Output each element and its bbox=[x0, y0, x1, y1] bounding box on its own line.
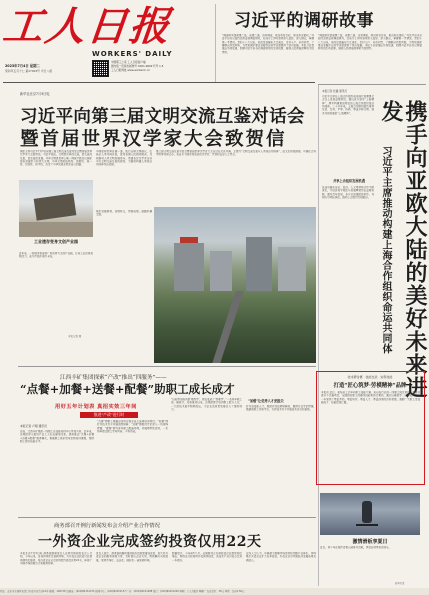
bottom-story-text-1: 本报北京7月3日电 商务部新闻发言人在例行新闻发布会上介绍，今年以来，各地持续优化营商环境，为外资企业投资兴业提供便利化服务。某外资企业从洽谈到签约投资仅用22天，体现了中国市场的吸引力和服务效率。 bbox=[20, 552, 92, 566]
main-story-text-left: 国家主席习近平7月3日向第三届文明交流互鉴对话会暨首届世界汉学家大会致贺信。习近平指出，文明因多样而交流，因交流而互鉴，因互鉴而发展。中华文明是世界上唯一绵延不断且以国家形态发展至今的伟大文明，中华文明的连续性、创新性、统一性、包容性、和平性，决定了中华民族必然走自己的路。 bbox=[20, 150, 92, 167]
photo-city bbox=[154, 207, 316, 363]
photo-caption-text: 近年来，一些城市将废弃厂房改造为文创产业园，让老工业区焕发新活力，成为市民休闲打卡地。 bbox=[19, 252, 93, 259]
bottom-story-headline: 一外资企业完成签约投资仅用22天 bbox=[38, 534, 262, 550]
footer-info: 社址：北京市东城区安定门外安外东后巷12号 邮编：100718 总编室：(010)84151133 新闻中心：(010)84151137 广告：(010)84151288 发行：(010)84151240 印刷：工人日报社印刷厂 每月定价：36元 零售：每份1.50元 bbox=[0, 588, 429, 595]
photo-credit: 本报记者 摄 bbox=[68, 335, 82, 338]
building-shape bbox=[246, 237, 272, 291]
top-story-text: “调查研究是谋事之基、成事之道。没有调查，就没有发言权，更没有决策权。”习近平总书记始终高度重视调查研究，在地方工作时坚持深入基层、深入群众，掌握第一手情况。党的十八大以来，他的足迹遍布大江南北，走村入户、访贫问苦，了解群众所思所盼，为党和国家事业发展作出科学决策提供了坚实依据。本报今日起推出系列报道，回顾习近平总书记调查研究的生动故事，展现人民领袖深厚的为民情怀。 bbox=[222, 34, 314, 54]
masthead-logo: 工人日报 bbox=[0, 3, 174, 50]
mid-story-byline: 本报记者 卢翔 通讯员 bbox=[20, 424, 47, 428]
mid-story-text-2: “点餐”即职工根据自身岗位需求自主选择培训项目；“加餐”即针对技术骨干开展高级研修；“送餐”即组织专家深入一线现场授课；“配餐”即为青年职工配备导师，开展师带徒活动。一系列举措让职工学有所获、干有所成。 bbox=[97, 420, 168, 434]
top-story-text-2: “调查研究是谋事之基、成事之道。没有调查，就没有发言权，更没有决策权。”习近平总书记始终高度重视调查研究，在地方工作时坚持深入基层、深入群众，掌握第一手情况。党的十八大以来，他的足迹遍布大江南北，走村入户、访贫问苦，了解群众所思所盼，为党和国家事业发展作出科学决策提供了坚实依据。本报今日起推出系列报道，回顾习近平总书记调查研究的生动故事，展现人民领袖深厚的为民情怀。 bbox=[318, 34, 422, 51]
info-line: 工人日报网址 www.workercn.cn bbox=[111, 69, 151, 73]
mid-story-kicker: 江西丰矿集团探索“产改”推出“四服务”—— bbox=[60, 375, 167, 381]
right-vertical-subheadline: 习近平主席推动构建上海合作组织命运共同体 bbox=[380, 146, 391, 354]
section-rule bbox=[18, 366, 316, 367]
right-column-text-1: 习近平主席在上海合作组织成员国元首理事会会议上发表重要讲话，倡议各方坚守“上海精神”，携手构建更加紧密的上海合作组织命运共同体。二十多年来，上海合作组织始终秉持互信、互利、平等、协商、尊重多样文明、谋求共同发展的“上海精神”。 bbox=[322, 95, 374, 115]
road-shape bbox=[212, 291, 243, 363]
section-rule bbox=[318, 84, 426, 85]
skater-figure bbox=[362, 501, 372, 523]
mid-story-headline: “点餐+加餐+送餐+配餐”助职工成长成才 bbox=[20, 382, 235, 396]
qr-code-icon bbox=[92, 60, 109, 77]
mid-story-text-3: “以前参加培训是‘要我学’，现在变成了‘我要学’。”一名青年职工说。据统计，改革推进以来，该集团累计培训职工数万人次，一大批技术能手脱颖而出，为企业高质量发展注入了强劲动力。 bbox=[171, 398, 242, 412]
top-story-headline: 习近平的调研故事 bbox=[234, 11, 374, 31]
main-headline-line1: 习近平向第三届文明交流互鉴对话会 bbox=[20, 107, 305, 127]
building-shape bbox=[278, 247, 306, 291]
mid-story-banner: 用好五年计划表 真招实效三年间 bbox=[55, 404, 137, 410]
column-divider bbox=[318, 84, 319, 586]
photo-skater bbox=[320, 493, 420, 535]
main-story-text-mid: 中国愿同世界各国一道，践行全球文明倡议，弘扬全人类共同价值，促进各国人民相知相亲，共同推动人类文明发展进步。希望各位汉学家当好中外文明交流互鉴的使者，为推动构建人类命运共同体作出贡献。 bbox=[96, 150, 152, 167]
sculpture-ground bbox=[19, 222, 93, 237]
sculpture-shape bbox=[34, 193, 77, 220]
photo-sculpture bbox=[19, 180, 93, 237]
right-column-text-2: 各成员国在安全、经济、人文等领域合作不断深化，为地区和平稳定与发展繁荣作出重要贡献。面对百年变局，各方应加强团结协作，共同应对风险挑战，推动上合组织行稳致远。 bbox=[322, 186, 374, 200]
bottom-story-kicker: 商务部召开例行新闻发布会介绍产业合作情况 bbox=[54, 523, 160, 529]
bottom-story-text-3: 数据显示，今年前5个月，全国新设立外商投资企业数量同比增长，制造业实际使用外资保持稳定，高技术产业引资占比进一步提升。 bbox=[172, 552, 242, 562]
boxed-article-headline: 打造“匠心筑梦·劳模精神”品牌 bbox=[333, 383, 407, 389]
issue-date: 2023年7月4日 星期二 bbox=[5, 64, 40, 68]
masthead-info bbox=[111, 61, 211, 74]
building-shape bbox=[210, 251, 232, 291]
masthead-rule bbox=[3, 82, 315, 83]
skater-photo-credit: 新华社发 bbox=[395, 582, 405, 585]
main-headline-line2: 暨首届世界汉学家大会致贺信 bbox=[20, 129, 287, 150]
issue-number: 癸卯年五月十七 第27003号 今日八版 bbox=[5, 69, 53, 73]
mid-story-text-1: 日前，江西丰矿集团一线职工在技能培训中心参加实训。近年来，该集团深入推进产业工人队伍建设改革，探索推出“点餐+加餐+送餐+配餐”服务模式，根据职工需求量身定制培训课程，帮助职工提升技能水平。 bbox=[20, 430, 94, 444]
mid-story-subtitle: “加餐”让优秀人才更拔尖 bbox=[248, 399, 284, 403]
skateboard-shape bbox=[356, 524, 378, 526]
right-column-section-title: 共享上合组织发展机遇 bbox=[333, 179, 365, 183]
right-column-kicker: 本报记者 杜鑫 通讯员 bbox=[322, 90, 347, 93]
skater-caption-title: 激情滑板享夏日 bbox=[352, 539, 388, 545]
info-line: 中国职工之家 工人日报客户端 bbox=[111, 61, 146, 64]
skater-caption-text: 近日，青少年在城市滑板公园练习滑板，享受运动带来的快乐。 bbox=[320, 546, 392, 549]
photo-caption-title: 工业遗存变身文创产业园 bbox=[34, 239, 78, 244]
bottom-story-text-4: 业内人士认为，中国超大规模市场优势和完整产业体系，持续吸引外资企业扩大在华投资，外资企业对中国经济发展前景充满信心。 bbox=[246, 552, 316, 562]
masthead-english: WORKERS' DAILY bbox=[92, 50, 173, 58]
right-vertical-headline: 携手向亚欧大陆的美好未来进发 bbox=[378, 100, 428, 399]
city-story-text: 城市发展新貌，高楼林立，绿树成荫，道路纵横交错。 bbox=[96, 210, 152, 217]
info-line: 国内统一连续出版物号 CN11-0002 代号 1-5 bbox=[111, 65, 164, 69]
main-story-kicker: 新华社北京7月3日电 bbox=[20, 92, 50, 96]
section-rule bbox=[18, 517, 316, 518]
boxed-article-text: 本报讯 近日，某地总工会举办职工技能大赛，来自各行业的一线职工同台竞技。赛事设置多个比赛项目，全面检验职工的操作技能和综合素质。通过以赛促学、以赛促训，进一步营造了尊重劳动、尊重知识、尊重人才、尊重创造的良好氛围，激励广大职工走技能成才、技能报国之路。 bbox=[321, 391, 420, 405]
mid-story-text-4: 针对高技能人才，集团开设技师研修班，邀请行业专家授课，搭建创新工作室平台，支持技术骨干开展技术攻关和革新。 bbox=[246, 405, 316, 412]
building-sign bbox=[180, 237, 198, 243]
main-story-text-right: 第三届文明交流互鉴对话会暨首届世界汉学家大会当日在北京开幕，主题为“文明交流互鉴与人类命运共同体”，由文化和旅游部、中国社会科学院等共同主办。来自多个国家和地区的汉学家、学者和友好人士参会。 bbox=[156, 150, 316, 157]
column-divider bbox=[215, 4, 216, 82]
boxed-article-kicker: 技术研讨赛 · 技能比武 · 实用技能 bbox=[347, 375, 393, 379]
mid-story-banner-sub: 推进“产改”进行时 bbox=[80, 412, 138, 418]
bottom-story-text-2: 发言人表示，商务部将继续推动稳外资政策落地见效，加大对外资企业的服务保障力度，及时回应企业关切，帮助解决实际困难，营造市场化、法治化、国际化一流营商环境。 bbox=[96, 552, 168, 562]
building-shape bbox=[174, 243, 204, 291]
